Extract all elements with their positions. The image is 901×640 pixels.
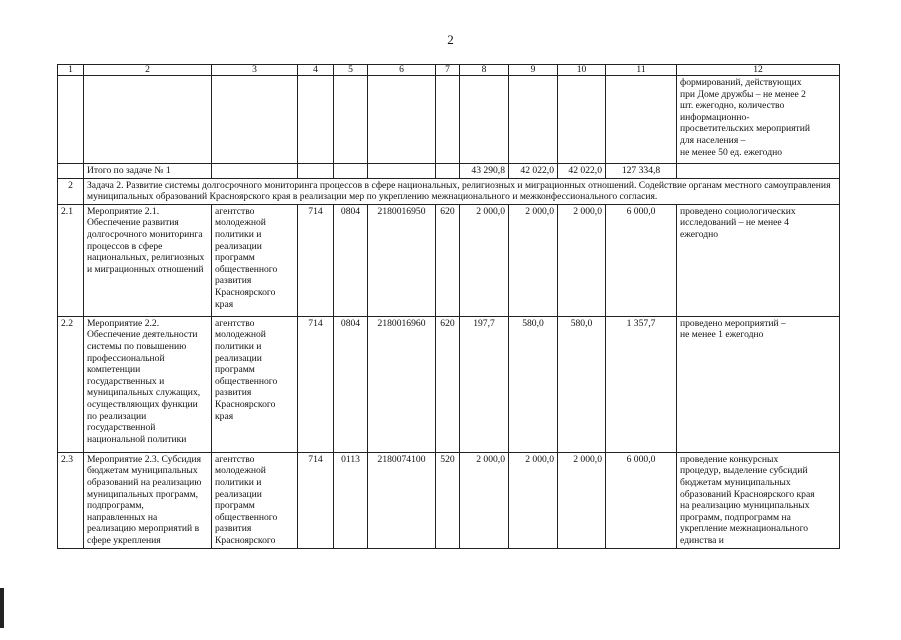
header-cell: 9 — [509, 65, 558, 76]
code-rz: 0804 — [334, 316, 368, 452]
total-label: Итого по задаче № 1 — [84, 164, 212, 179]
header-cell: 5 — [334, 65, 368, 76]
code-csr: 2180074100 — [368, 452, 436, 548]
task-text: Задача 2. Развитие системы долгосрочного мониторинга процессов в сфере национальных, религиозных и миграционных отношений. Содействие органам местного самоуправления муниципальных образований Красноярского края в реализации мер по укреплению межнационального и межконфессионального согласия. — [84, 178, 840, 204]
amount: 2 000,0 — [460, 204, 509, 316]
code-gr: 714 — [298, 452, 334, 548]
expected-result: проведено социологических исследований – не менее 4 ежегодно — [677, 204, 840, 316]
amount: 2 000,0 — [558, 204, 606, 316]
amount: 2 000,0 — [509, 452, 558, 548]
header-cell: 12 — [677, 65, 840, 76]
code-vr: 520 — [436, 452, 460, 548]
amount: 197,7 — [460, 316, 509, 452]
agency: агентство молодежной политики и реализации программ общественного развития Красноярского края — [212, 204, 298, 316]
expected-result: проведено мероприятий – не менее 1 ежегодно — [677, 316, 840, 452]
header-cell: 1 — [58, 65, 84, 76]
budget-table — [57, 64, 840, 549]
total-value: 43 290,8 — [460, 164, 509, 179]
header-cell: 4 — [298, 65, 334, 76]
header-cell: 2 — [84, 65, 212, 76]
continuation-row — [58, 76, 840, 164]
amount: 580,0 — [509, 316, 558, 452]
amount: 580,0 — [558, 316, 606, 452]
row-number: 2.3 — [58, 452, 84, 548]
amount-total: 6 000,0 — [606, 204, 677, 316]
amount: 2 000,0 — [558, 452, 606, 548]
agency: агентство молодежной политики и реализации программ общественного развития Красноярского края — [212, 316, 298, 452]
header-cell: 3 — [212, 65, 298, 76]
header-row — [58, 65, 840, 76]
task-number: 2 — [58, 178, 84, 204]
header-cell: 10 — [558, 65, 606, 76]
header-cell: 7 — [436, 65, 460, 76]
table-row — [58, 204, 840, 316]
code-rz: 0113 — [334, 452, 368, 548]
amount-total: 1 357,7 — [606, 316, 677, 452]
continuation-note: формирований, действующих при Доме дружбы – не менее 2 шт. ежегодно, количество информационно- просветительских мероприятий для населения – не менее 50 ед. ежегодно — [677, 76, 840, 164]
code-csr: 2180016960 — [368, 316, 436, 452]
header-cell: 8 — [460, 65, 509, 76]
expected-result: проведение конкурсных процедур, выделение субсидий бюджетам муниципальных образований Красноярского края на реализацию муниципальных программ, подпрограмм на укрепление межнационального единства и — [677, 452, 840, 548]
header-cell: 11 — [606, 65, 677, 76]
page-number: 2 — [447, 32, 454, 47]
total-row — [58, 164, 840, 179]
header-cell: 6 — [368, 65, 436, 76]
amount: 2 000,0 — [509, 204, 558, 316]
table-row — [58, 452, 840, 548]
amount-total: 6 000,0 — [606, 452, 677, 548]
code-gr: 714 — [298, 316, 334, 452]
total-value: 127 334,8 — [606, 164, 677, 179]
code-rz: 0804 — [334, 204, 368, 316]
code-vr: 620 — [436, 204, 460, 316]
row-number: 2.1 — [58, 204, 84, 316]
activity-name: Мероприятие 2.2. Обеспечение деятельности системы по повышению профессиональной компетенции государственных и муниципальных служащих, осуществляющих функции по реализации государственной национальной политики — [84, 316, 212, 452]
scan-edge-mark — [0, 588, 4, 628]
total-value: 42 022,0 — [558, 164, 606, 179]
amount: 2 000,0 — [460, 452, 509, 548]
agency: агентство молодежной политики и реализации программ общественного развития Красноярского — [212, 452, 298, 548]
table-row — [58, 316, 840, 452]
activity-name: Мероприятие 2.1. Обеспечение развития долгосрочного мониторинга процессов в сфере национальных, религиозных и миграционных отношений — [84, 204, 212, 316]
task-row — [58, 178, 840, 204]
activity-name: Мероприятие 2.3. Субсидия бюджетам муниципальных образований на реализацию муниципальных программ, подпрограмм, направленных на реализацию мероприятий в сфере укрепления — [84, 452, 212, 548]
total-value: 42 022,0 — [509, 164, 558, 179]
code-csr: 2180016950 — [368, 204, 436, 316]
row-number: 2.2 — [58, 316, 84, 452]
code-gr: 714 — [298, 204, 334, 316]
code-vr: 620 — [436, 316, 460, 452]
